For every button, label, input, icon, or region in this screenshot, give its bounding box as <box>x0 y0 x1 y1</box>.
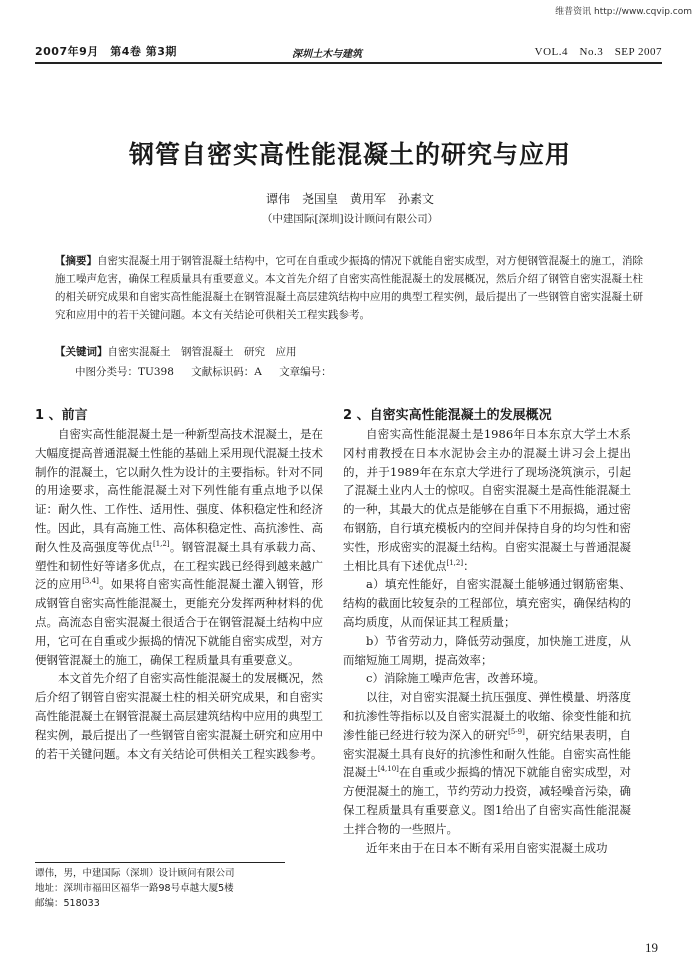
section2-paragraph2: 以往，对自密实混凝土抗压强度、弹性模量、坍落度和抗渗性等指标以及自密实混凝土的收缩、徐变性能和抗渗性能已经进行较为深入的研究[5-9]，研究结果表明，自密实混凝土具有良好的抗渗性和耐久性能。自密实高性能混凝土[4,10]在自重或少振捣的情况下就能自密实成型，对方便混凝土的施工，节约劳动力投资，减轻噪音污染，确保工程质量具有重要意义。图1给出了自密实高性能混凝土拌合物的一些照片。 <box>343 690 632 836</box>
section1-paragraph1: 自密实高性能混凝土是一种新型高技术混凝土，是在大幅度提高普通混凝土性能的基础上采用现代混凝土技术制作的混凝土，它以耐久性为设计的主要指标。针对不同的用途要求，高性能混凝土对下列性能有重点地予以保证：耐久性、工作性、适用性、强度、体积稳定性和经济性。因此，具有高施工性、高体积稳定性、高抗渗性、高耐久性及高强度等优点[1,2]。钢管混凝土具有承载力高、塑性和韧性好等诸多优点，在工程实践已经得到越来越广泛的应用[3,4]。如果将自密实高性能混凝土灌入钢管，形成钢管自密实高性能混凝土，更能充分发挥两种材料的优点。高流态自密实混凝土很适合于在钢管混凝土结构中应用，它可在自重或少振捣的情况下就能自密实成型，对方便钢管混凝土的施工，确保工程质量具有重要意义。 <box>35 427 324 667</box>
section2-heading: 2 、自密实高性能混凝土的发展概况 <box>343 408 552 423</box>
footnote-postcode: 邮编：518033 <box>35 898 100 909</box>
section2-paragraph3: 近年来由于在日本不断有采用自密实混凝土成功 <box>366 840 608 855</box>
list-item-c: c）消除施工噪声危害，改善环境。 <box>366 671 545 686</box>
footnote <box>35 866 235 911</box>
footnote-rule <box>35 862 285 863</box>
abstract <box>55 252 645 324</box>
page-number: 19 <box>645 940 658 955</box>
classification-line <box>75 364 346 379</box>
article-title: 钢管自密实高性能混凝土的研究与应用 <box>128 140 571 169</box>
right-column <box>343 406 631 857</box>
section1-paragraph2: 本文首先介绍了自密实高性能混凝土的发展概况，然后介绍了钢管自密实混凝土柱的相关研究成果，和自密实高性能混凝土在钢管混凝土高层建筑结构中应用的典型工程实例，最后提出了一些钢管自密实混凝土研究和应用中的若干关键问题。本文有关结论可供相关工程实践参考。 <box>35 671 323 761</box>
journal-date-volume: 2007年9月 第4卷 第3期 <box>35 45 177 58</box>
affiliation: （中建国际[深圳]设计顾问有限公司） <box>261 213 439 225</box>
list-item-a: a）填充性能好，自密实混凝土能够通过钢筋密集、结构的截面比较复杂的工程部位，填充密实，确保结构的高均质度，从而保证其工程质量； <box>343 577 631 629</box>
citation: [4,10] <box>377 765 399 774</box>
list-item-b: b）节省劳动力，降低劳动强度，加快施工进度，从而缩短施工周期，提高效率； <box>343 633 631 667</box>
citation: [3,4] <box>82 577 99 586</box>
journal-volume-english: VOL.4 No.3 SEP 2007 <box>534 46 662 58</box>
section1-heading: 1 、前言 <box>35 408 88 423</box>
abstract-text: 自密实混凝土用于钢管混凝土结构中，它可在自重或少振捣的情况下就能自密实成型，对方便钢管混凝土的施工，消除施工噪声危害，确保工程质量具有重要意义。本文首先介绍了自密实高性能混凝土的发展概况，然后介绍了钢管自密实混凝土柱的相关研究成果和自密实高性能混凝土在钢管混凝土高层建筑结构中应用的典型工程实例，最后提出了一些钢管自密实混凝土研究和应用中的若干关键问题。本文有关结论可供相关工程实践参考。 <box>55 255 643 321</box>
footnote-address: 地址：深圳市福田区福华一路98号卓越大厦5楼 <box>35 883 234 894</box>
document-code: 文献标识码：A <box>191 366 262 378</box>
keywords-label: 【关键词】 <box>55 346 108 358</box>
abstract-label: 【摘要】 <box>55 255 97 267</box>
citation: [1,2] <box>153 539 170 548</box>
header-rule <box>35 62 662 64</box>
journal-name: 深圳土木与建筑 <box>292 49 362 60</box>
citation: [1,2] <box>446 558 464 567</box>
keywords <box>55 344 645 359</box>
watermark: 维普资讯 http://www.cqvip.com <box>555 7 692 17</box>
article-number: 文章编号： <box>279 366 332 378</box>
authors: 谭伟 尧国皇 黄用军 孙素文 <box>265 192 434 206</box>
citation: [5-9] <box>508 727 525 736</box>
section2-paragraph1: 自密实高性能混凝土是1986年日本东京大学土木系冈村甫教授在日本水泥协会主办的混凝土讲习会上提出的，并于1989年在东京大学进行了现场浇筑演示，引起了混凝土业内人士的惊叹。自密实混凝土是高性能混凝土的一种，其最大的优点是能够在自重下不用振捣，通过密布钢筋，自行填充模板内的空间并保持自身的均匀性和密实性，形成密实的混凝土结构。自密实混凝土与普通混凝土相比具有下述优点[1,2]： <box>343 427 631 573</box>
left-column <box>35 406 323 763</box>
footnote-author: 谭伟，男，中建国际（深圳）设计顾问有限公司 <box>35 868 235 879</box>
keywords-text: 自密实混凝土 钢管混凝土 研究 应用 <box>107 346 297 358</box>
clc-number: 中图分类号：TU398 <box>75 366 174 378</box>
